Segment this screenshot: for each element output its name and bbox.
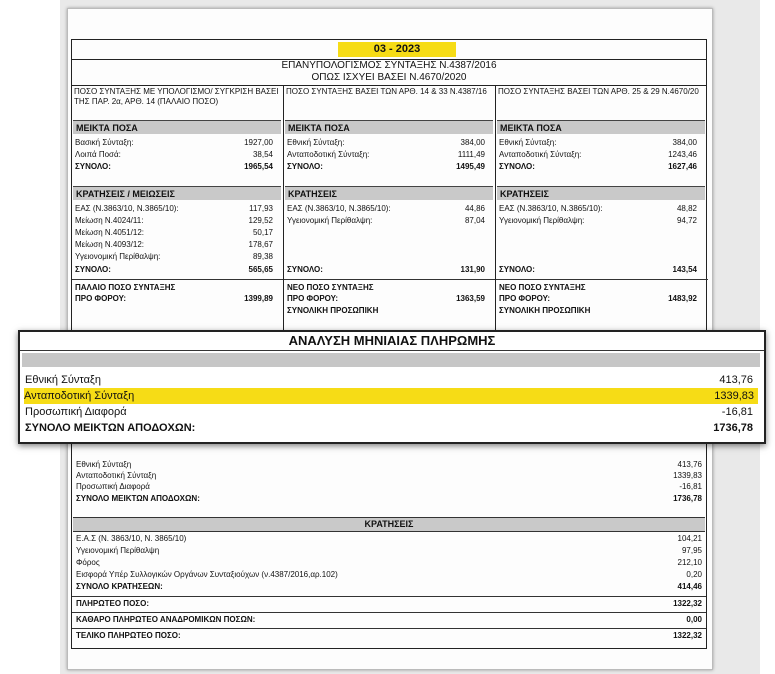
personal-difference-label: ΣΥΝΟΛΙΚΗ ΠΡΟΣΩΠΙΚΗ xyxy=(499,306,591,315)
column-header: ΠΟΣΟ ΣΥΝΤΑΞΗΣ ΜΕ ΥΠΟΛΟΓΙΣΜΟ/ ΣΥΓΚΡΙΣΗ ΒΑΣΕΙ ΤΗΣ ΠΑΡ. 2α, ΑΡΘ. 14 (ΠΑΛΑΙΟ ΠΟΣΟ) xyxy=(74,87,279,106)
deduction-row: ΕΑΣ (Ν.3863/10, Ν.3865/10): 48,82 xyxy=(499,204,697,213)
gross-row: Ανταποδοτική Σύνταξη: 1111,49 xyxy=(287,150,485,159)
column-header: ΠΟΣΟ ΣΥΝΤΑΞΗΣ ΒΑΣΕΙ ΤΩΝ ΑΡΘ. 25 & 29 Ν.4670/20 xyxy=(498,87,699,96)
deductions-section-title: ΚΡΑΤΗΣΕΙΣ xyxy=(73,517,705,532)
deduction-row: Υγειονομική Περίθαλψη: 87,04 xyxy=(287,216,485,225)
deductions-total-row: ΣΥΝΟΛΟ ΚΡΑΤΗΣΕΩΝ: 414,46 xyxy=(76,582,702,591)
deduction-row: Υγειονομική Περίθαλψη 97,95 xyxy=(76,546,702,555)
callout-band xyxy=(22,353,760,367)
gross-total-row: ΣΥΝΟΛΟ: 1965,54 xyxy=(75,162,273,171)
gross-row: Λοιπά Ποσά: 38,54 xyxy=(75,150,273,159)
deduction-row: Φόρος 212,10 xyxy=(76,558,702,567)
deduction-row: Υγειονομική Περίθαλψη: 94,72 xyxy=(499,216,697,225)
deduction-row: ΕΑΣ (Ν.3863/10, Ν.3865/10): 44,86 xyxy=(287,204,485,213)
gross-row: Προσωπική Διαφορά -16,81 xyxy=(76,482,702,491)
deduction-row: Μείωση Ν.4093/12: 178,67 xyxy=(75,240,273,249)
gross-row: Ανταποδοτική Σύνταξη 1339,83 xyxy=(76,471,702,480)
deductions-section-title: ΚΡΑΤΗΣΕΙΣ xyxy=(285,186,493,200)
divider xyxy=(496,279,708,280)
divider xyxy=(72,628,706,629)
deduction-row: Μείωση Ν.4051/12: 50,17 xyxy=(75,228,273,237)
personal-difference-label: ΣΥΝΟΛΙΚΗ ΠΡΟΣΩΠΙΚΗ xyxy=(287,306,379,315)
payable-row: ΠΛΗΡΩΤΕΟ ΠΟΣΟ: 1322,32 xyxy=(76,599,702,608)
document-subtitle: ΟΠΩΣ ΙΣΧΥΕΙ ΒΑΣΕΙ Ν.4670/2020 xyxy=(311,72,467,83)
divider xyxy=(72,612,706,613)
gross-total-row: ΣΥΝΟΛΟ: 1627,46 xyxy=(499,162,697,171)
deduction-row: Εισφορά Υπέρ Συλλογικών Οργάνων Συνταξιούχων (ν.4387/2016,αρ.102) 0,20 xyxy=(76,570,702,579)
final-payable-row: ΤΕΛΙΚΟ ΠΛΗΡΩΤΕΟ ΠΟΣΟ: 1322,32 xyxy=(76,631,702,640)
net-label-row: ΠΑΛΑΙΟ ΠΟΣΟ ΣΥΝΤΑΞΗΣ xyxy=(75,283,176,292)
gross-row: Εθνική Σύνταξη: 384,00 xyxy=(287,138,485,147)
column-old-amount xyxy=(72,86,284,331)
gross-total-row: ΣΥΝΟΛΟ: 1495,49 xyxy=(287,162,485,171)
gross-section-title: ΜΕΙΚΤΑ ΠΟΣΑ xyxy=(285,120,493,134)
column-new-amount-4670 xyxy=(496,86,708,331)
callout-title: ΑΝΑΛΥΣΗ ΜΗΝΙΑΙΑΣ ΠΛΗΡΩΜΗΣ xyxy=(20,332,764,351)
deductions-section-title: ΚΡΑΤΗΣΕΙΣ / ΜΕΙΩΣΕΙΣ xyxy=(73,186,281,200)
deduction-row: Υγειονομική Περίθαλψη: 89,38 xyxy=(75,252,273,261)
document-title: ΕΠΑΝΥΠΟΛΟΓΙΣΜΟΣ ΣΥΝΤΑΞΗΣ Ν.4387/2016 xyxy=(72,59,706,72)
net-label-row: ΝΕΟ ΠΟΣΟ ΣΥΝΤΑΞΗΣ xyxy=(499,283,586,292)
divider xyxy=(284,279,495,280)
gross-section-title: ΜΕΙΚΤΑ ΠΟΣΑ xyxy=(497,120,705,134)
deductions-total-row: ΣΥΝΟΛΟ: 143,54 xyxy=(499,265,697,274)
monthly-payment-analysis-callout xyxy=(18,330,766,444)
gross-row: Ανταποδοτική Σύνταξη: 1243,46 xyxy=(499,150,697,159)
gross-row: Εθνική Σύνταξη 413,76 xyxy=(76,460,702,469)
callout-row-contributory-pension-highlighted: Ανταποδοτική Σύνταξη 1339,83 xyxy=(24,388,758,404)
comparison-columns xyxy=(72,85,706,331)
net-amount-row: ΠΡΟ ΦΟΡΟΥ: 1483,92 xyxy=(499,294,697,303)
callout-row-national-pension: Εθνική Σύνταξη 413,76 xyxy=(25,374,753,386)
deductions-total-row: ΣΥΝΟΛΟ: 565,65 xyxy=(75,265,273,274)
deductions-total-row: ΣΥΝΟΛΟ: 131,90 xyxy=(287,265,485,274)
column-header: ΠΟΣΟ ΣΥΝΤΑΞΗΣ ΒΑΣΕΙ ΤΩΝ ΑΡΘ. 14 & 33 Ν.4387/16 xyxy=(286,87,487,96)
retro-payable-row: ΚΑΘΑΡΟ ΠΛΗΡΩΤΕΟ ΑΝΑΔΡΟΜΙΚΩΝ ΠΟΣΩΝ: 0,00 xyxy=(76,615,702,624)
callout-row-gross-total: ΣΥΝΟΛΟ ΜΕΙΚΤΩΝ ΑΠΟΔΟΧΩΝ: 1736,78 xyxy=(25,422,753,434)
gross-row: Βασική Σύνταξη: 1927,00 xyxy=(75,138,273,147)
gross-row: Εθνική Σύνταξη: 384,00 xyxy=(499,138,697,147)
gross-section-title: ΜΕΙΚΤΑ ΠΟΣΑ xyxy=(73,120,281,134)
month-badge: 03 - 2023 xyxy=(338,42,456,57)
callout-row-personal-difference: Προσωπική Διαφορά -16,81 xyxy=(25,406,753,418)
divider xyxy=(72,279,283,280)
deduction-row: ΕΑΣ (Ν.3863/10, Ν.3865/10): 117,93 xyxy=(75,204,273,213)
divider xyxy=(72,596,706,597)
deduction-row: Μείωση Ν.4024/11: 129,52 xyxy=(75,216,273,225)
net-amount-row: ΠΡΟ ΦΟΡΟΥ: 1363,59 xyxy=(287,294,485,303)
net-amount-row: ΠΡΟ ΦΟΡΟΥ: 1399,89 xyxy=(75,294,273,303)
net-label-row: ΝΕΟ ΠΟΣΟ ΣΥΝΤΑΞΗΣ xyxy=(287,283,374,292)
deduction-row: Ε.Α.Σ (Ν. 3863/10, Ν. 3865/10) 104,21 xyxy=(76,534,702,543)
deductions-section-title: ΚΡΑΤΗΣΕΙΣ xyxy=(497,186,705,200)
column-new-amount-4387 xyxy=(284,86,496,331)
gross-total-row: ΣΥΝΟΛΟ ΜΕΙΚΤΩΝ ΑΠΟΔΟΧΩΝ: 1736,78 xyxy=(76,494,702,503)
